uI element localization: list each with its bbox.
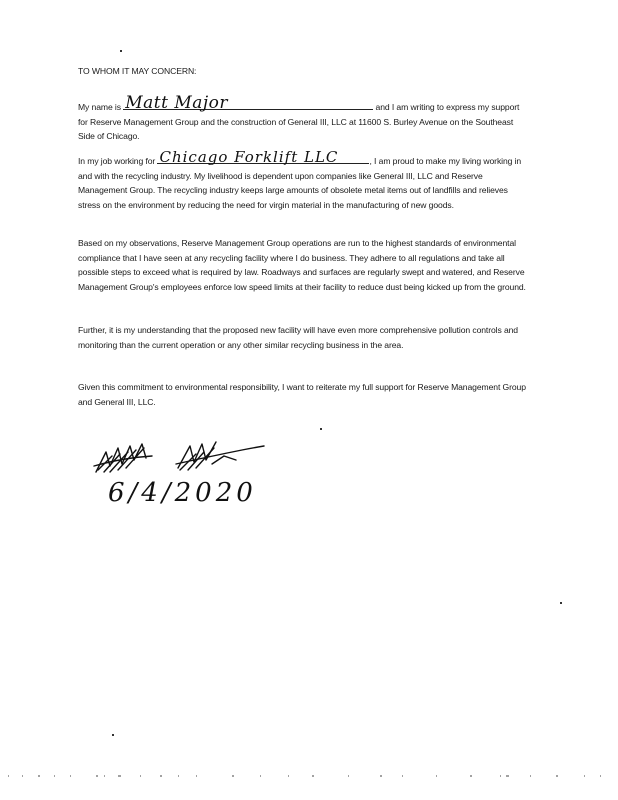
scan-speck bbox=[120, 50, 122, 52]
handwritten-date: 6/4/2020 bbox=[108, 478, 257, 508]
name-blank-line bbox=[123, 92, 373, 113]
paragraph-closing: Given this commitment to environmental responsibility, I want to reiterate my full support for Reserve Management Group and General III, LLC. bbox=[78, 382, 526, 407]
greeting-line: TO WHOM IT MAY CONCERN: bbox=[78, 66, 197, 76]
paragraph-employer bbox=[78, 147, 530, 212]
paragraph-observations: Based on my observations, Reserve Management Group operations are run to the highest standards of environmental compliance that I have seen at any recycling facility where I do business. They adhere to all regulations and take all possible steps to exceed what is required by law. Roadways and surfaces are regularly swept and watered, and Reserve Management Group's employees enforce low speed limits at their facility to reduce dust being kicked up from the ground. bbox=[78, 238, 526, 292]
name-tail-text: and I am writing to express my support for Reserve Management Group and the construction of General III, LLC at 11600 S. Burley Avenue on the Southeast Side of Chicago. bbox=[78, 102, 520, 141]
paragraph-new-facility: Further, it is my understanding that the proposed new facility will have even more comprehensive pollution controls and monitoring than the current operation or any other similar recycling business in the area. bbox=[78, 325, 518, 350]
paragraph-name bbox=[78, 92, 530, 144]
name-lead-text: My name is bbox=[78, 102, 121, 112]
scan-edge-noise bbox=[0, 772, 618, 780]
scan-speck bbox=[560, 602, 562, 604]
handwritten-signature bbox=[92, 436, 272, 480]
handwritten-company: Chicago Forklift LLC bbox=[159, 147, 339, 166]
employer-tail-text: , I am proud to make my living working in and with the recycling industry. My livelihood is dependent upon companies like General III, LLC and Reserve Management Group. The recycling industry keeps large amounts of obsolete metal items out of landfills and relieves stress on the environment by reducing the need for virgin material in the manufacturing of new goods. bbox=[78, 156, 522, 210]
scan-speck bbox=[112, 734, 114, 736]
scan-speck bbox=[320, 428, 322, 430]
employer-lead-text: In my job working for bbox=[78, 156, 156, 166]
handwritten-name: Matt Major bbox=[125, 92, 229, 113]
employer-blank-line bbox=[157, 147, 369, 166]
